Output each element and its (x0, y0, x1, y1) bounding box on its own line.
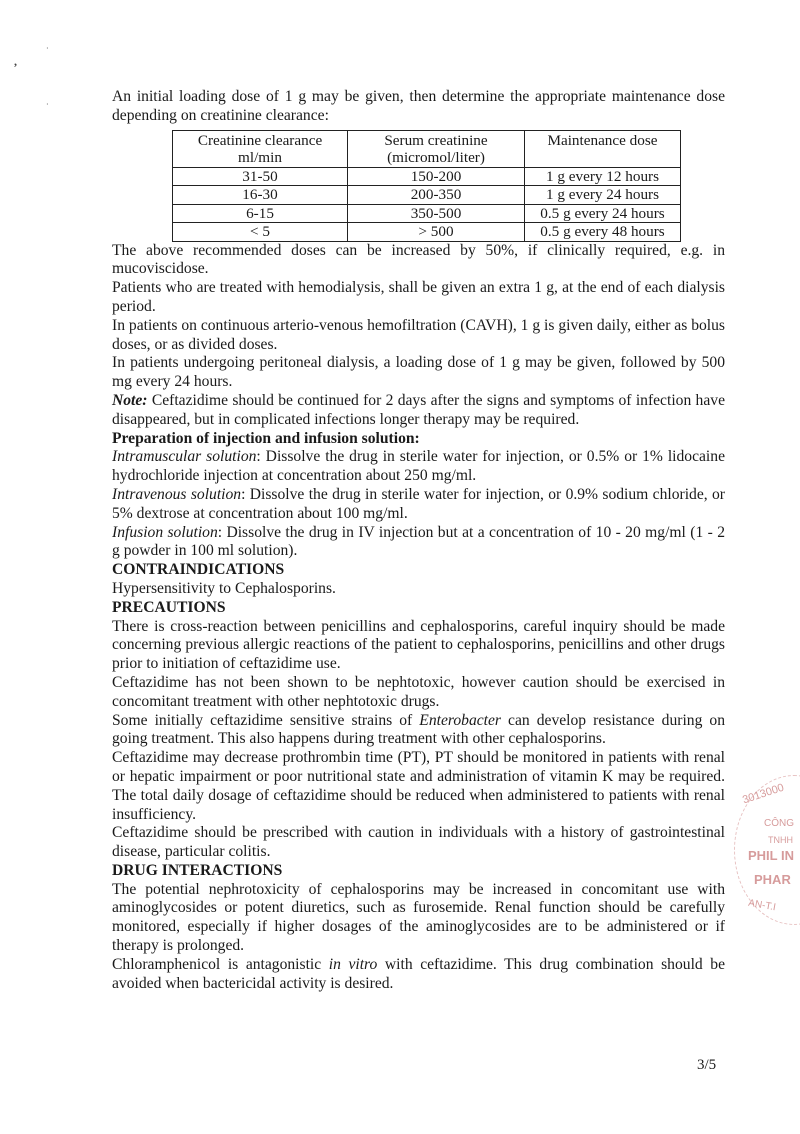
table-row (173, 186, 681, 205)
table-cell: 1 g every 24 hours (525, 186, 681, 205)
table-row (173, 204, 681, 223)
table-cell: 0.5 g every 24 hours (525, 204, 681, 223)
preparation-item (112, 486, 725, 524)
note-paragraph (112, 392, 725, 430)
interactions-paragraph: Chloramphenicol is antagonistic in vitro with ceftazidime. This drug combination should be avoided when bactericidal activity is desired. (112, 955, 725, 992)
table-cell: 150-200 (348, 167, 525, 186)
preparation-text: : Dissolve the drug in IV injection but at a concentration of 10 - 20 mg/ml (1 - 2 g powder in 100 ml solution). (112, 523, 725, 560)
dosing-paragraph: Patients who are treated with hemodialysis, shall be given an extra 1 g, at the end of each dialysis period. (112, 279, 725, 315)
contraindications-text: Hypersensitivity to Cephalosporins. (112, 579, 336, 597)
table-row (173, 223, 681, 242)
contraindications-heading: CONTRAINDICATIONS (112, 561, 285, 579)
interactions-paragraph: The potential nephrotoxicity of cephalosporins may be increased in concomitant use with aminoglycosides or potent diuretics, such as furosemide. Renal function should be carefully monitored, especially if higher dosages of the aminoglycosides are to be administered or if therapy is prolonged. (112, 880, 725, 955)
enterobacter-term: Enterobacter (419, 711, 501, 729)
header-serum-creatinine: Serum creatinine (micromol/liter) (348, 130, 525, 167)
preparation-item (112, 448, 725, 486)
preparation-label: Intramuscular solution (112, 448, 257, 466)
table-cell: 1 g every 12 hours (525, 167, 681, 186)
stamp-text: AN-T.I (747, 897, 777, 914)
interactions-heading: DRUG INTERACTIONS (112, 861, 283, 879)
table-cell: 6-15 (173, 204, 348, 223)
precautions-paragraph: Ceftazidime should be prescribed with caution in individuals with a history of gastrointestinal disease, particular colitis. (112, 824, 725, 861)
preparation-heading: Preparation of injection and infusion solution: (112, 429, 420, 447)
dosing-paragraph: In patients on continuous arterio-venous hemofiltration (CAVH), 1 g is given daily, either as bolus doses, or as divided doses. (112, 316, 725, 353)
precautions-paragraph: There is cross-reaction between penicillins and cephalosporins, careful inquiry should be made concerning previous allergic reactions of the patient to cephalosporins, penicillins and other drugs prior to initiation of ceftazidime use. (112, 617, 725, 673)
note-label: Note: (112, 391, 148, 409)
precautions-paragraph: Some initially ceftazidime sensitive strains of Enterobacter can develop resistance during on going treatment. This also happens during treatment with other cephalosporins. (112, 711, 726, 748)
table-row (173, 167, 681, 186)
preparation-text: : Dissolve the drug in sterile water for injection, or 0.9% sodium chloride, or 5% dextrose at concentration about 100 mg/ml. (112, 485, 725, 522)
page-number: 3/5 (697, 1057, 717, 1073)
table-header-row (173, 130, 681, 167)
stamp-text: PHIL IN (748, 848, 794, 863)
scan-mark: · (46, 44, 49, 53)
dosage-table (172, 130, 681, 242)
dosing-paragraph: The above recommended doses can be increased by 50%, if clinically required, e.g. in mucoviscidose. (112, 241, 725, 278)
scan-mark: · (46, 100, 49, 109)
preparation-label: Infusion solution (112, 523, 218, 541)
dosing-paragraph: In patients undergoing peritoneal dialysis, a loading dose of 1 g may be given, followed by 500 mg every 24 hours. (112, 354, 725, 391)
note-text: Ceftazidime should be continued for 2 days after the signs and symptoms of infection have disappeared, but in complicated infections longer therapy may be required. (112, 391, 725, 428)
precautions-paragraph: Ceftazidime may decrease prothrombin time (PT), PT should be monitored in patients with renal or hepatic impairment or poor nutritional state and administration of vitamin K may be required. The total daily dosage of ceftazidime should be reduced when administered to patients with renal insufficiency. (112, 749, 725, 823)
table-cell: 350-500 (348, 204, 525, 223)
preparation-text: : Dissolve the drug in sterile water for injection, or 0.5% or 1% lidocaine hydrochloride injection at concentration about 250 mg/ml. (112, 448, 725, 485)
document-page (112, 88, 725, 993)
stamp-text: 3013000 (741, 781, 786, 807)
preparation-label: Intravenous solution (112, 485, 242, 503)
in-vitro-term: in vitro (328, 955, 378, 973)
intro-paragraph: An initial loading dose of 1 g may be given, then determine the appropriate maintenance dose depending on creatinine clearance: (112, 88, 725, 124)
header-creatinine-clearance: Creatinine clearance ml/min (173, 130, 348, 167)
table-cell: 16-30 (173, 186, 348, 205)
table-cell: 31-50 (173, 167, 348, 186)
table-cell: > 500 (348, 223, 525, 242)
company-stamp (734, 775, 800, 925)
header-maintenance-dose: Maintenance dose (525, 130, 681, 167)
stamp-text: TNHH (768, 835, 793, 845)
precautions-paragraph: Ceftazidime has not been shown to be nephtotoxic, however caution should be exercised in concomitant treatment with other nephtotoxic drugs. (112, 673, 725, 710)
stamp-text: CÔNG (764, 818, 794, 829)
stamp-text: PHAR (754, 872, 791, 887)
table-cell: 0.5 g every 48 hours (525, 223, 681, 242)
table-cell: 200-350 (348, 186, 525, 205)
table-cell: < 5 (173, 223, 348, 242)
scan-mark: , (14, 54, 17, 68)
precautions-heading: PRECAUTIONS (112, 598, 226, 616)
preparation-item (112, 524, 725, 562)
